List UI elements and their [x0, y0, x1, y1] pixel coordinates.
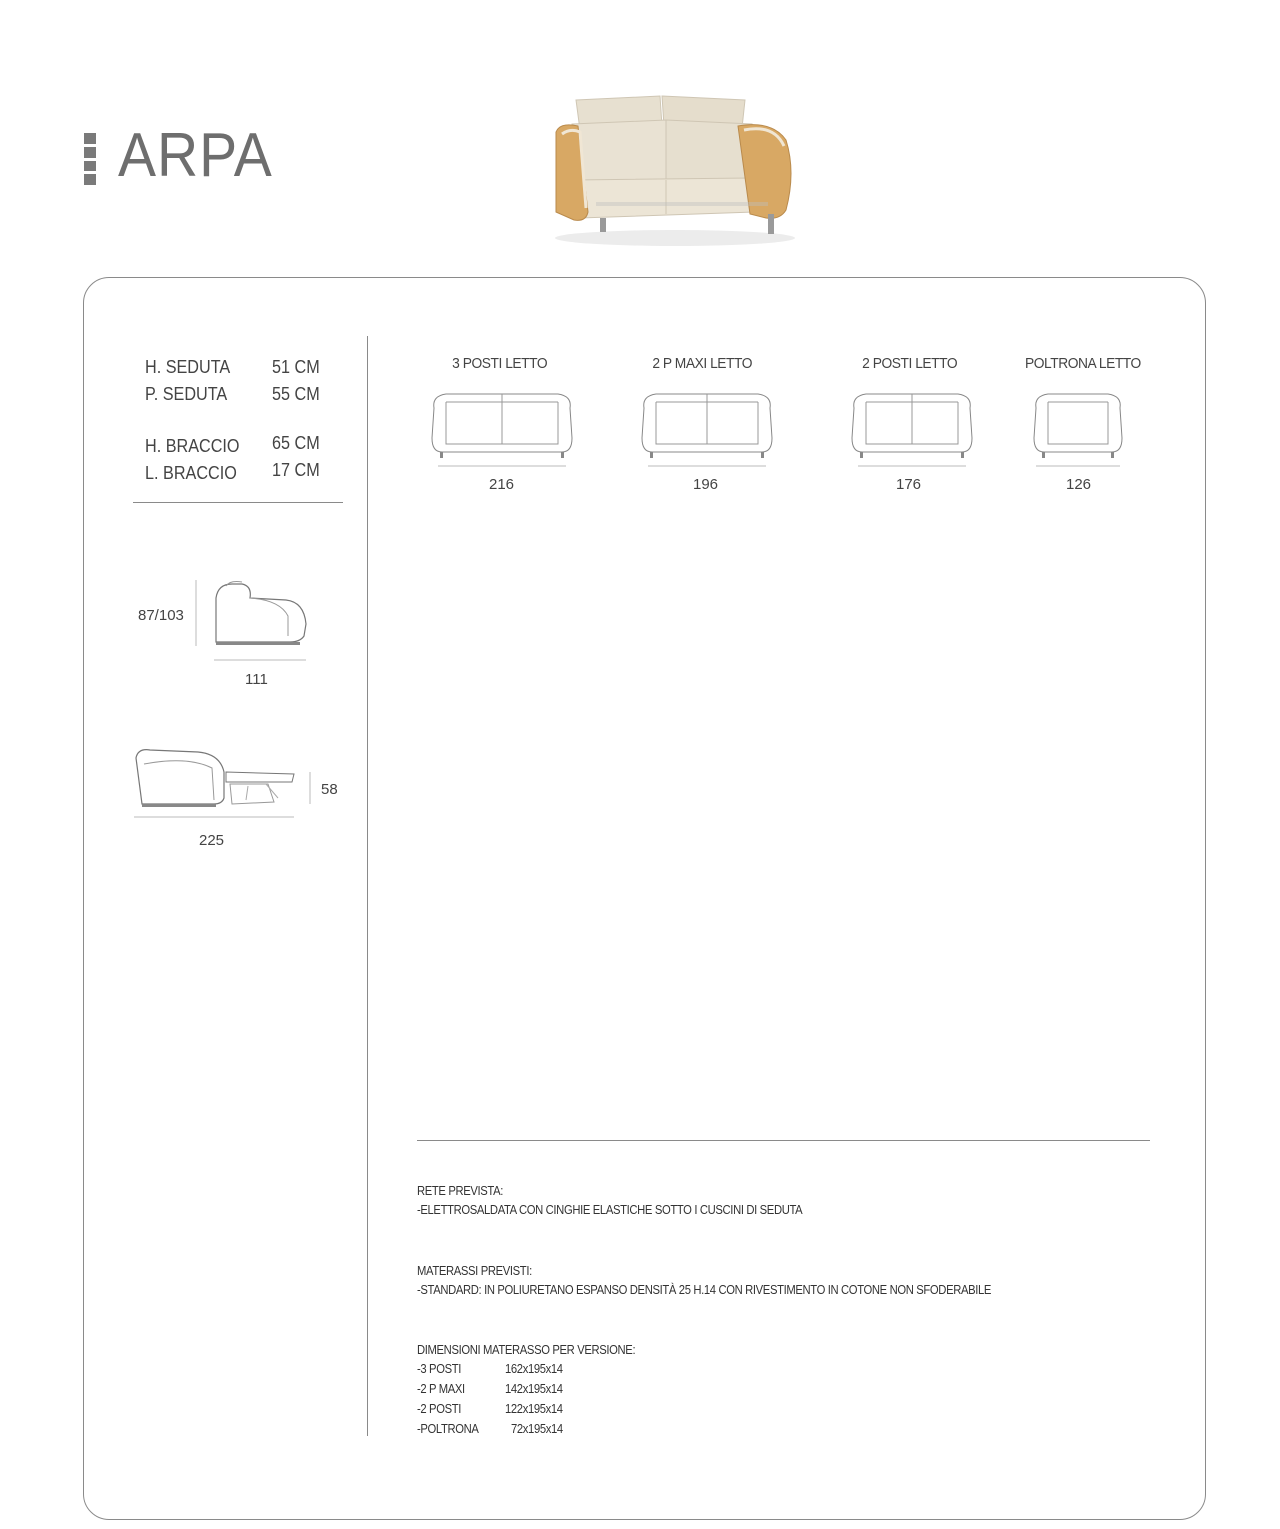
version-name-poltrona: POLTRONA LETTO [1025, 355, 1141, 372]
version-width-3-posti: 216 [489, 476, 515, 493]
specs-divider [133, 502, 343, 503]
dim-version-2p-maxi: -2 P MAXI [417, 1382, 465, 1396]
plan-poltrona [1030, 388, 1126, 470]
dim-version-poltrona: -POLTRONA [417, 1422, 479, 1436]
dim-size-2-posti: 122x195x14 [505, 1402, 563, 1416]
plan-2-posti [848, 388, 976, 470]
rete-title: RETE PREVISTA: [417, 1184, 504, 1198]
dim-version-3-posti: -3 POSTI [417, 1362, 462, 1376]
spec-label-h-seduta: H. SEDUTA [145, 357, 231, 377]
version-width-poltrona: 126 [1066, 476, 1092, 493]
plan-2p-maxi [638, 388, 776, 470]
spec-label-l-braccio: L. BRACCIO [145, 463, 237, 483]
product-title: ARPA [118, 121, 273, 190]
materassi-text: -STANDARD: IN POLIURETANO ESPANSO DENSITÀ 25 H.14 CON RIVESTIMENTO IN COTONE NON SFODERABILE [417, 1283, 992, 1297]
dim-version-2-posti: -2 POSTI [417, 1402, 462, 1416]
open-bed-drawing [128, 742, 318, 824]
open-length-label: 225 [199, 832, 225, 849]
side-depth-label: 111 [245, 671, 268, 688]
version-name-3-posti: 3 POSTI LETTO [452, 355, 548, 372]
spec-value-l-braccio: 17 CM [272, 460, 320, 480]
dim-size-2p-maxi: 142x195x14 [505, 1382, 563, 1396]
version-name-2-posti: 2 POSTI LETTO [862, 355, 958, 372]
spec-label-p-seduta: P. SEDUTA [145, 384, 228, 404]
version-width-2-posti: 176 [896, 476, 922, 493]
title-marker [84, 133, 96, 185]
dim-size-3-posti: 162x195x14 [505, 1362, 563, 1376]
plan-3-posti [428, 388, 576, 470]
spec-value-h-seduta: 51 CM [272, 357, 320, 377]
sofa-photo [540, 62, 810, 250]
notes-divider [417, 1140, 1150, 1141]
side-view-drawing [190, 576, 320, 668]
panel-divider [367, 336, 368, 1436]
rete-text: -ELETTROSALDATA CON CINGHIE ELASTICHE SOTTO I CUSCINI DI SEDUTA [417, 1203, 803, 1217]
dim-size-poltrona: 72x195x14 [511, 1422, 563, 1436]
spec-value-p-seduta: 55 CM [272, 384, 320, 404]
version-name-2p-maxi: 2 P MAXI LETTO [652, 355, 752, 372]
spec-value-h-braccio: 65 CM [272, 433, 320, 453]
version-width-2p-maxi: 196 [693, 476, 719, 493]
materassi-title: MATERASSI PREVISTI: [417, 1264, 532, 1278]
open-height-label: 58 [321, 781, 338, 798]
spec-label-h-braccio: H. BRACCIO [145, 436, 240, 456]
dimensioni-title: DIMENSIONI MATERASSO PER VERSIONE: [417, 1343, 636, 1357]
side-height-label: 87/103 [138, 607, 184, 624]
